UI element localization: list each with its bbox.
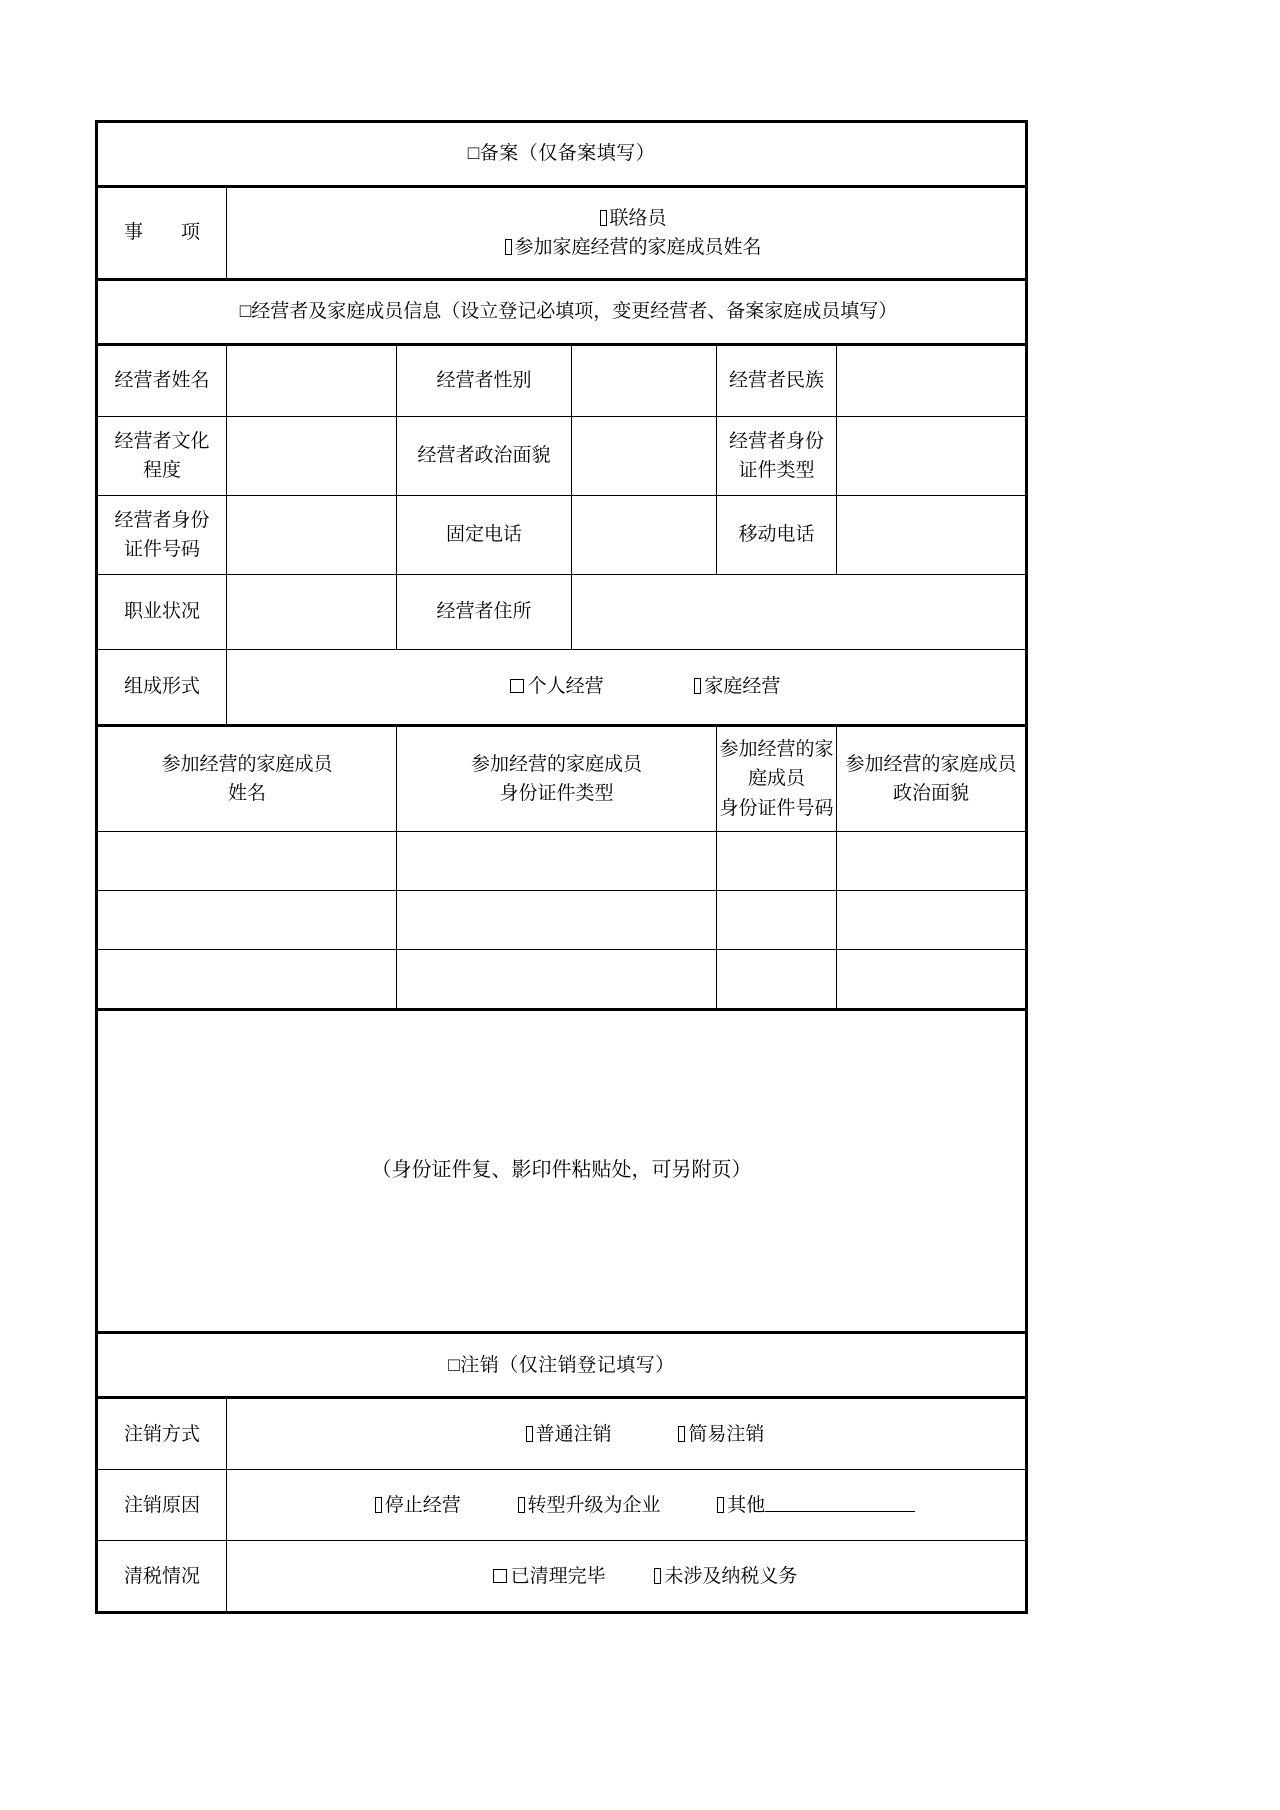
field-value-operator-education[interactable] (227, 417, 397, 496)
field-label-mobile-phone: 移动电话 (717, 496, 837, 575)
field-value-fixed-phone[interactable] (572, 496, 717, 575)
cancellation-reason-other-input[interactable] (765, 1495, 915, 1512)
cancellation-reason-option-other[interactable] (717, 1491, 915, 1520)
family-header-name-line1: 参加经营的家庭成员 (161, 753, 333, 775)
record-item-options (227, 187, 1027, 280)
composition-options (227, 650, 1027, 726)
checkbox-icon[interactable] (678, 1426, 685, 1442)
cancellation-method-option-normal[interactable] (526, 1420, 612, 1449)
operator-row-occupation (97, 575, 1027, 650)
field-label-operator-id-number-line2: 证件号码 (123, 539, 200, 560)
family-cell-id-type[interactable] (397, 891, 717, 950)
id-paste-area-note: （身份证件复、影印件粘贴处，可另附页） (371, 1159, 752, 1182)
composition-option-family-label: 家庭经营 (704, 676, 781, 698)
checkbox-icon[interactable] (375, 1497, 382, 1513)
field-label-operator-education (97, 417, 227, 496)
record-option-family-member[interactable] (245, 233, 1021, 262)
checkbox-icon[interactable] (505, 239, 512, 255)
field-label-occupation: 职业状况 (97, 575, 227, 650)
field-label-operator-id-number (97, 496, 227, 575)
field-value-residence[interactable] (572, 575, 1027, 650)
family-cell-political[interactable] (837, 950, 1027, 1010)
checkbox-icon[interactable] (526, 1426, 533, 1442)
field-label-operator-political: 经营者政治面貌 (397, 417, 572, 496)
cancellation-method-option-simple-label: 简易注销 (688, 1423, 765, 1445)
family-header-political (837, 726, 1027, 832)
field-label-operator-id-type-line1: 经营者身份 (728, 430, 824, 452)
checkbox-icon[interactable] (518, 1497, 525, 1513)
family-header-political-line1: 参加经营的家庭成员 (845, 753, 1017, 775)
family-header-id-number-line1: 参加经营的家庭成员 (719, 739, 834, 790)
record-item-label: 事 项 (97, 187, 227, 280)
cancellation-section-title: □注销（仅注销登记填写） (97, 1333, 1027, 1398)
field-label-operator-id-number-line1: 经营者身份 (114, 509, 210, 531)
cancellation-row-tax (97, 1541, 1027, 1613)
operator-row-education (97, 417, 1027, 496)
cancellation-reason-option-upgrade[interactable] (518, 1491, 661, 1520)
cancellation-method-options (227, 1398, 1027, 1470)
record-item-row (97, 187, 1027, 280)
family-cell-political[interactable] (837, 832, 1027, 891)
field-label-fixed-phone: 固定电话 (397, 496, 572, 575)
tax-clearance-option-cleared[interactable] (493, 1562, 606, 1591)
field-label-operator-id-type-line2: 证件类型 (738, 460, 815, 481)
field-value-operator-ethnicity[interactable] (837, 345, 1027, 417)
checkbox-icon[interactable] (654, 1568, 661, 1584)
record-section-title-row (97, 122, 1027, 187)
id-paste-area-row (97, 1010, 1027, 1333)
cancellation-reason-option-other-label: 其他 (727, 1494, 766, 1516)
operator-row-name (97, 345, 1027, 417)
field-value-operator-gender[interactable] (572, 345, 717, 417)
family-cell-name[interactable] (97, 832, 397, 891)
cancellation-method-option-normal-label: 普通注销 (535, 1423, 612, 1445)
family-header-political-line2: 政治面貌 (893, 783, 970, 805)
field-value-operator-id-type[interactable] (837, 417, 1027, 496)
registration-form-table (95, 120, 1028, 1614)
family-header-id-type-line2: 身份证件类型 (499, 783, 614, 805)
field-value-operator-political[interactable] (572, 417, 717, 496)
record-option-liaison-label: 联络员 (609, 207, 667, 229)
cancellation-row-method (97, 1398, 1027, 1470)
tax-clearance-option-not-applicable-label: 未涉及纳税义务 (664, 1565, 798, 1587)
id-paste-area[interactable] (97, 1010, 1027, 1333)
field-value-occupation[interactable] (227, 575, 397, 650)
id-paste-area-inner (98, 1011, 1025, 1331)
operator-section-title-row (97, 280, 1027, 345)
family-header-name-line2: 姓名 (227, 783, 266, 805)
field-label-cancellation-method: 注销方式 (97, 1398, 227, 1470)
family-cell-id-type[interactable] (397, 832, 717, 891)
cancellation-reason-option-stop[interactable] (375, 1491, 461, 1520)
family-cell-id-number[interactable] (717, 950, 837, 1010)
checkbox-icon[interactable] (717, 1497, 724, 1513)
family-header-id-number-line2: 身份证件号码 (719, 797, 834, 819)
cancellation-section-title-row (97, 1333, 1027, 1398)
operator-row-composition (97, 650, 1027, 726)
family-cell-id-number[interactable] (717, 891, 837, 950)
tax-clearance-options (227, 1541, 1027, 1613)
record-section-title: □备案（仅备案填写） (97, 122, 1027, 187)
tax-clearance-option-not-applicable[interactable] (654, 1562, 797, 1591)
operator-section-title: □经营者及家庭成员信息（设立登记必填项，变更经营者、备案家庭成员填写） (97, 280, 1027, 345)
family-header-id-type-line1: 参加经营的家庭成员 (470, 753, 642, 775)
cancellation-row-reason (97, 1470, 1027, 1541)
field-label-residence: 经营者住所 (397, 575, 572, 650)
family-cell-id-type[interactable] (397, 950, 717, 1010)
field-label-operator-education-line2: 程度 (142, 460, 181, 481)
family-cell-political[interactable] (837, 891, 1027, 950)
record-option-liaison[interactable] (245, 204, 1021, 233)
cancellation-reason-option-upgrade-label: 转型升级为企业 (527, 1494, 661, 1516)
family-cell-name[interactable] (97, 891, 397, 950)
field-label-cancellation-reason: 注销原因 (97, 1470, 227, 1541)
family-cell-id-number[interactable] (717, 832, 837, 891)
checkbox-icon[interactable] (493, 1569, 507, 1583)
checkbox-icon[interactable] (600, 210, 607, 226)
field-label-tax-clearance: 清税情况 (97, 1541, 227, 1613)
family-members-header-row (97, 726, 1027, 832)
field-value-operator-name[interactable] (227, 345, 397, 417)
field-value-operator-id-number[interactable] (227, 496, 397, 575)
table-row (97, 832, 1027, 891)
field-label-operator-id-type (717, 417, 837, 496)
family-header-name (97, 726, 397, 832)
cancellation-reason-option-stop-label: 停止经营 (384, 1494, 461, 1516)
family-cell-name[interactable] (97, 950, 397, 1010)
field-label-operator-education-line1: 经营者文化 (114, 430, 210, 452)
cancellation-reason-options (227, 1470, 1027, 1541)
checkbox-icon[interactable] (694, 678, 701, 694)
record-option-family-member-label: 参加家庭经营的家庭成员姓名 (514, 237, 762, 258)
family-header-id-type (397, 726, 717, 832)
field-value-mobile-phone[interactable] (837, 496, 1027, 575)
field-label-operator-gender: 经营者性别 (397, 345, 572, 417)
composition-option-individual[interactable] (510, 672, 604, 701)
checkbox-icon[interactable] (510, 679, 524, 693)
cancellation-method-option-simple[interactable] (678, 1420, 764, 1449)
field-label-operator-ethnicity: 经营者民族 (717, 345, 837, 417)
tax-clearance-option-cleared-label: 已清理完毕 (510, 1565, 606, 1587)
family-header-id-number (717, 726, 837, 832)
field-label-composition: 组成形式 (97, 650, 227, 726)
operator-row-id-number (97, 496, 1027, 575)
table-row (97, 891, 1027, 950)
table-row (97, 950, 1027, 1010)
field-label-operator-name: 经营者姓名 (97, 345, 227, 417)
composition-option-family[interactable] (694, 672, 780, 701)
composition-option-individual-label: 个人经营 (527, 676, 604, 698)
